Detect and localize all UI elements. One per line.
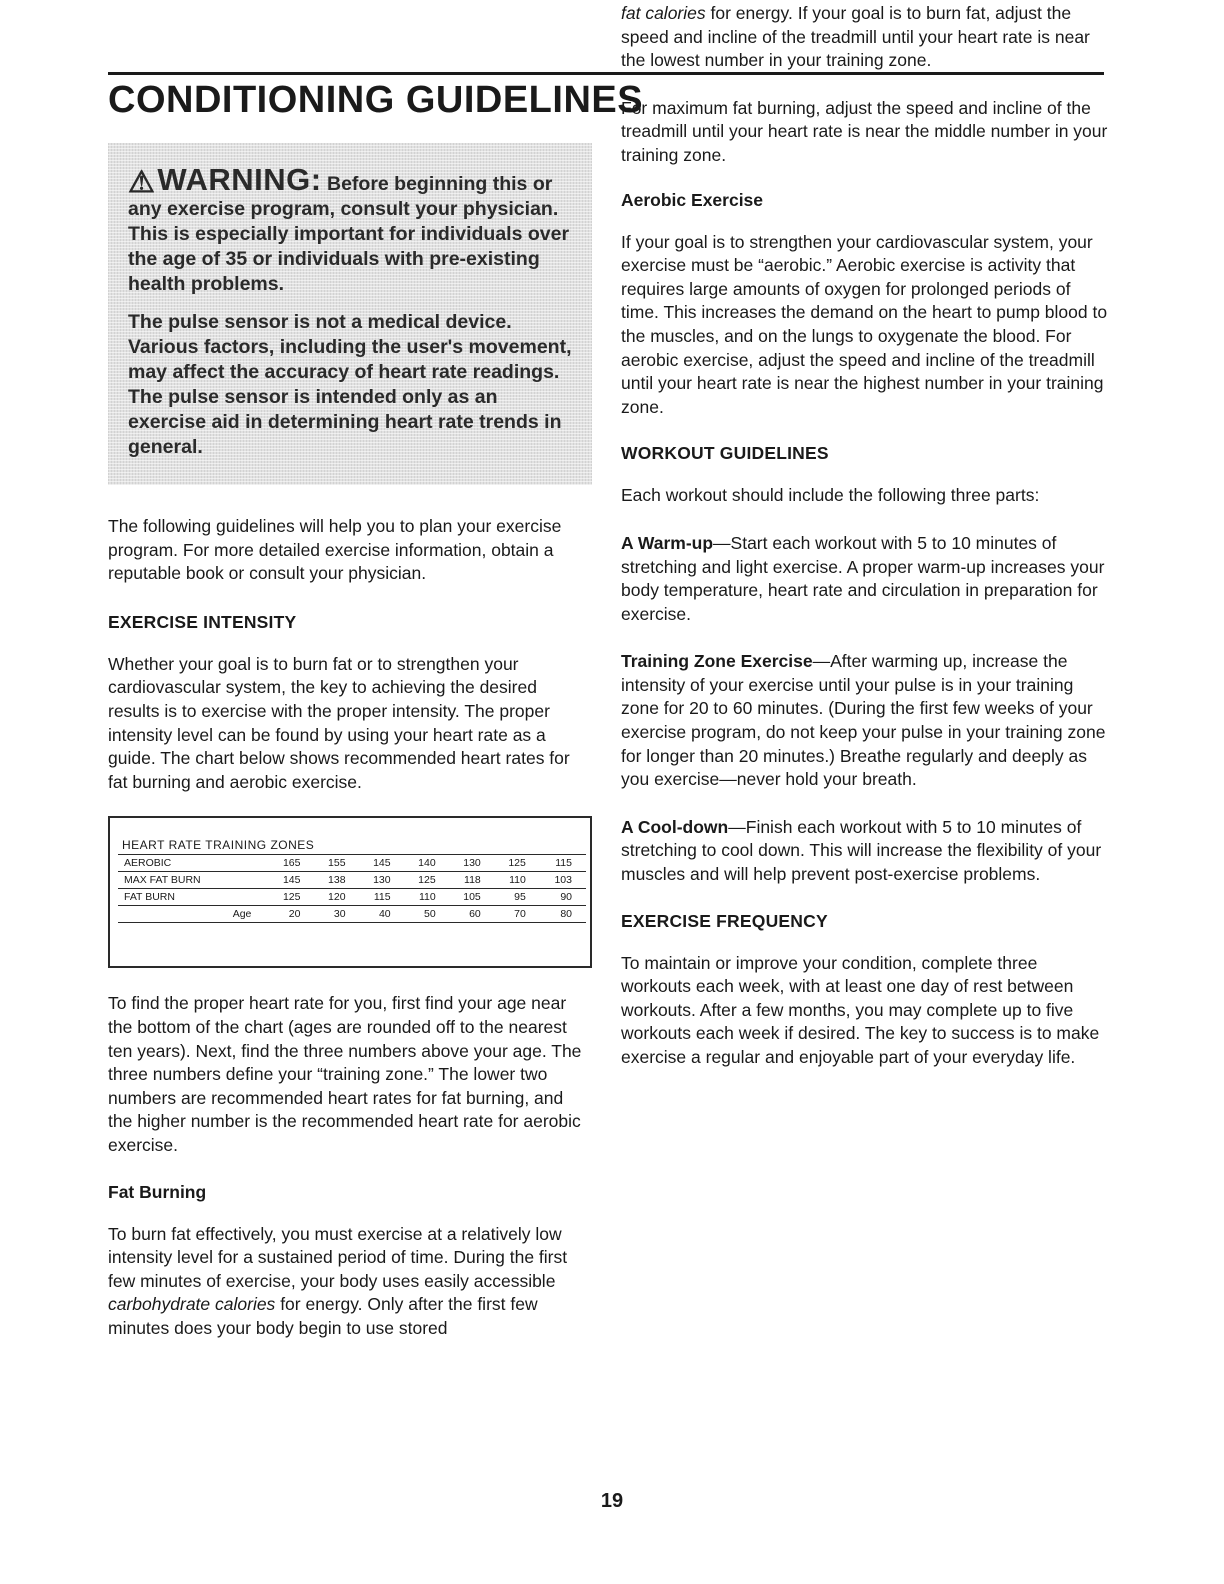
page-title: CONDITIONING GUIDELINES [108,72,1104,122]
age-cell: 50 [391,906,436,923]
table-cell: 125 [255,889,300,906]
table-cell: 110 [481,872,526,889]
fat-burning-text: for energy. If your goal is to burn fat, adjust the speed and incline of the treadmill until your heart rate is near the lowest number in your training zone. [621,3,1090,71]
warning-box [108,143,592,485]
fat-burning-paragraph-start [108,1223,592,1341]
carbohydrate-calories-term: carbohydrate calories [108,1294,276,1315]
table-row [118,855,586,872]
age-label: Age [118,906,255,923]
page-number: 19 [600,1490,624,1512]
table-cell: 90 [526,889,586,906]
warning-paragraph-2: The pulse sensor is not a medical device. Various factors, including the user's movement, may affect the accuracy of heart rate readings. The pulse sensor is intended only as an exercise aid in determining heart rate trends in general. [128,311,572,458]
exercise-intensity-paragraph: Whether your goal is to burn fat or to strengthen your cardiovascular system, the key to achieving the desired results is to exercise with the proper intensity. The proper intensity level can be found by using your heart rate as a guide. The chart below shows recommended heart rates for fat burning and aerobic exercise. [108,653,570,792]
workout-guidelines-heading: WORKOUT GUIDELINES [621,443,829,464]
age-cell: 80 [526,906,586,923]
heart-rate-chart [108,816,592,968]
heart-rate-table [118,854,586,923]
table-cell: 115 [526,855,586,872]
warning-heading [128,162,322,197]
fat-burning-heading: Fat Burning [108,1181,207,1202]
table-row [118,889,586,906]
training-zone-text: —After warming up, increase the intensity of your exercise until your pulse is in your training zone for 20 to 60 minutes. (During the first few weeks of your exercise program, do not keep your pulse in your training zone for longer than 20 minutes.) Breathe regularly and deeply as you exercise—never hold your breath. [621,651,1106,790]
warning-paragraph-1 [128,162,574,297]
age-cell: 70 [481,906,526,923]
table-cell: 105 [436,889,481,906]
fat-calories-term: fat calories [621,3,706,23]
table-cell: 155 [300,855,345,872]
table-row [118,872,586,889]
warning-lead: Before beginning this [326,173,528,195]
left-column [108,143,592,1340]
chart-title: HEART RATE TRAINING ZONES [122,838,315,853]
table-cell: 115 [346,889,391,906]
fat-burning-text: To burn fat effectively, you must exercise at a relatively low intensity level for a sustained period of time. During the first few minutes of exercise, your body uses easily accessible [108,1223,568,1291]
max-fat-burning-paragraph: For maximum fat burning, adjust the speed and incline of the treadmill until your heart rate is near the middle number in your training zone. [621,97,1108,165]
age-row [118,906,586,923]
warning-triangle-icon: ⚠ [128,166,156,199]
table-cell: 125 [391,872,436,889]
table-cell: 130 [436,855,481,872]
right-column [621,3,1109,1070]
warning-heading-text: WARNING: [157,162,322,197]
exercise-frequency-heading: EXERCISE FREQUENCY [621,910,828,931]
exercise-intensity-heading: EXERCISE INTENSITY [108,611,297,632]
warmup-text: —Start each workout with 5 to 10 minutes of stretching and light exercise. A proper warm-up increases your body temperature, heart rate and circulation in preparation for exercise. [621,532,1105,624]
age-cell: 20 [255,906,300,923]
warmup-paragraph [621,532,1109,626]
fat-burning-text: for energy. Only after the first few minutes does your body begin to use stored [108,1294,538,1338]
fat-burning-paragraph-continued [621,2,1109,73]
table-cell: 145 [346,855,391,872]
aerobic-heading: Aerobic Exercise [621,189,764,210]
table-cell: 140 [391,855,436,872]
row-label: AEROBIC [118,855,255,872]
aerobic-paragraph: If your goal is to strengthen your cardiovascular system, your exercise must be “aerobic.” Aerobic exercise is activity that requires large amounts of oxygen for prolonged periods of time. This increases the demand on the heart to pump blood to the muscles, and on the lungs to oxygenate the blood. For aerobic exercise, adjust the speed and incline of the treadmill until your heart rate is near the highest number in your training zone. [621,231,1108,417]
workout-intro: Each workout should include the following three parts: [621,485,1040,506]
table-cell: 138 [300,872,345,889]
training-zone-label: Training Zone Exercise [621,651,813,672]
table-cell: 103 [526,872,586,889]
warning-rest: or any exercise program, consult your physician. This is especially important for individuals over the age of 35 or individuals with pre-existing health problems. [128,173,570,295]
table-cell: 165 [255,855,300,872]
row-label: FAT BURN [118,889,255,906]
age-cell: 40 [346,906,391,923]
age-cell: 60 [436,906,481,923]
cooldown-paragraph [621,816,1109,887]
table-cell: 95 [481,889,526,906]
table-cell: 118 [436,872,481,889]
training-zone-paragraph [621,650,1109,792]
warmup-label: A Warm-up [621,532,714,553]
chart-explanation-paragraph: To find the proper heart rate for you, first find your age near the bottom of the chart (ages are rounded off to the nearest ten years). Next, find the three numbers above your age. The three numbers define your “training zone.” The lower two numbers are recommended heart rates for fat burning, and the higher number is the recommended heart rate for aerobic exercise. [108,993,582,1155]
cooldown-label: A Cool-down [621,816,729,837]
table-cell: 120 [300,889,345,906]
table-cell: 125 [481,855,526,872]
exercise-frequency-paragraph: To maintain or improve your condition, complete three workouts each week, with at least one day of rest between workouts. After a few months, you may complete up to five workouts each week if desired. The key to success is to make exercise a regular and enjoyable part of your everyday life. [621,952,1100,1067]
table-cell: 130 [346,872,391,889]
cooldown-text: —Finish each workout with 5 to 10 minutes of stretching to cool down. This will increase the flexibility of your muscles and will help prevent post-exercise problems. [621,816,1102,885]
table-cell: 145 [255,872,300,889]
intro-paragraph: The following guidelines will help you to plan your exercise program. For more detailed exercise information, obtain a reputable book or consult your physician. [108,516,562,584]
table-cell: 110 [391,889,436,906]
row-label: MAX FAT BURN [118,872,255,889]
age-cell: 30 [300,906,345,923]
